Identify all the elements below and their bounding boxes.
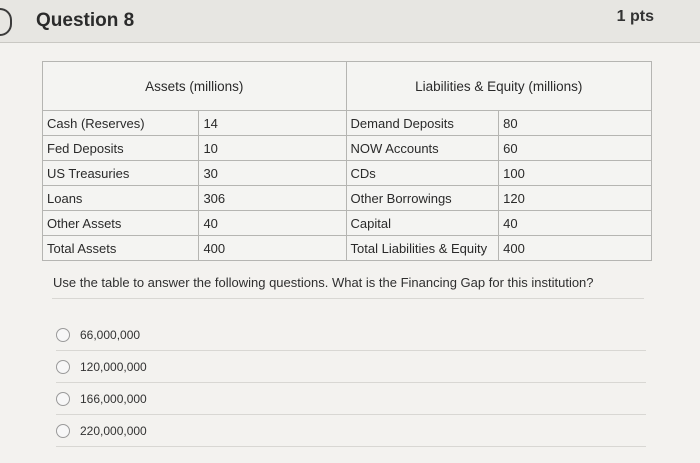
liability-value: 400 bbox=[499, 236, 652, 261]
answer-option[interactable] bbox=[56, 384, 646, 415]
asset-label: Total Assets bbox=[43, 236, 199, 261]
table-row bbox=[43, 111, 652, 136]
answer-label: 220,000,000 bbox=[80, 424, 147, 438]
asset-value: 14 bbox=[199, 111, 346, 136]
answer-label: 66,000,000 bbox=[80, 328, 141, 342]
asset-label: US Treasuries bbox=[43, 161, 199, 186]
table-row bbox=[43, 211, 652, 236]
liability-label: NOW Accounts bbox=[346, 136, 499, 161]
table-row bbox=[43, 236, 652, 261]
liabilities-header: Liabilities & Equity (millions) bbox=[346, 62, 651, 111]
radio-button[interactable] bbox=[56, 328, 70, 342]
question-header bbox=[0, 0, 700, 43]
question-prompt: Use the table to answer the following questions. What is the Financing Gap for this institution? bbox=[53, 275, 594, 290]
table-header-row bbox=[43, 62, 652, 111]
radio-button[interactable] bbox=[56, 424, 70, 438]
answer-option[interactable] bbox=[56, 352, 646, 383]
asset-label: Cash (Reserves) bbox=[43, 111, 199, 136]
answer-label: 120,000,000 bbox=[80, 360, 147, 374]
answer-label: 166,000,000 bbox=[80, 392, 147, 406]
answer-option[interactable] bbox=[56, 416, 646, 447]
liability-label: Total Liabilities & Equity bbox=[346, 236, 499, 261]
answer-option[interactable] bbox=[56, 320, 646, 351]
liability-value: 100 bbox=[499, 161, 652, 186]
radio-button[interactable] bbox=[56, 392, 70, 406]
asset-label: Other Assets bbox=[43, 211, 199, 236]
table-row bbox=[43, 186, 652, 211]
divider bbox=[52, 298, 644, 299]
liability-label: Capital bbox=[346, 211, 499, 236]
asset-value: 30 bbox=[199, 161, 346, 186]
asset-value: 10 bbox=[199, 136, 346, 161]
liability-label: Demand Deposits bbox=[346, 111, 499, 136]
collapse-arrow-icon[interactable] bbox=[0, 8, 12, 36]
asset-value: 400 bbox=[199, 236, 346, 261]
asset-label: Loans bbox=[43, 186, 199, 211]
liability-label: Other Borrowings bbox=[346, 186, 499, 211]
question-title: Question 8 bbox=[36, 10, 135, 31]
balance-sheet-table bbox=[42, 61, 652, 261]
asset-value: 40 bbox=[199, 211, 346, 236]
table-row bbox=[43, 136, 652, 161]
assets-header: Assets (millions) bbox=[43, 62, 347, 111]
asset-value: 306 bbox=[199, 186, 346, 211]
liability-value: 60 bbox=[499, 136, 652, 161]
liability-label: CDs bbox=[346, 161, 499, 186]
liability-value: 80 bbox=[499, 111, 652, 136]
asset-label: Fed Deposits bbox=[43, 136, 199, 161]
liability-value: 120 bbox=[499, 186, 652, 211]
liability-value: 40 bbox=[499, 211, 652, 236]
table-row bbox=[43, 161, 652, 186]
points-label: 1 pts bbox=[616, 8, 654, 25]
question-body bbox=[0, 43, 700, 463]
radio-button[interactable] bbox=[56, 360, 70, 374]
